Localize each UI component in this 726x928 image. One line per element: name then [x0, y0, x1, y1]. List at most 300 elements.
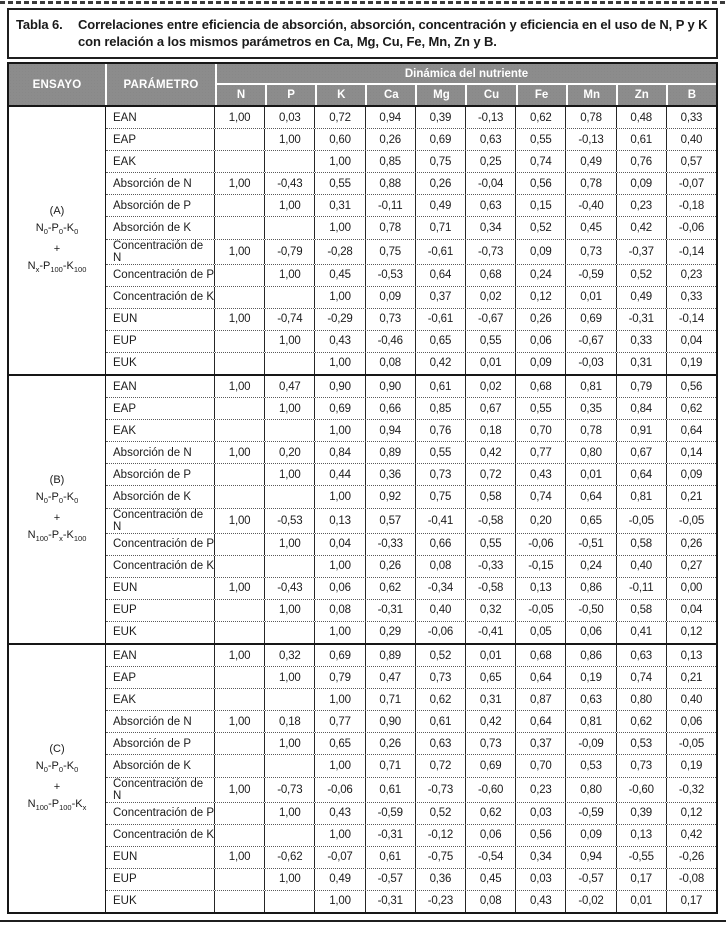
value-cell: 0,03 — [515, 869, 565, 890]
parameter-cell: Absorción de N — [113, 446, 192, 459]
value-cell: 0,63 — [565, 689, 615, 710]
value-cell: 0,24 — [515, 265, 565, 286]
value-cell: 0,94 — [365, 107, 415, 128]
value-cell: 0,39 — [616, 803, 666, 824]
group-formula-line: + — [53, 511, 61, 524]
value-cell: 0,72 — [465, 464, 515, 485]
value-cell: 0,19 — [666, 353, 716, 374]
value-cell: 0,09 — [515, 353, 565, 374]
value-cell: 0,79 — [314, 667, 364, 688]
group-formula-line: $N_0-P_0-K_0$ — [35, 760, 79, 775]
value-cell: 0,78 — [565, 107, 615, 128]
value-cell — [214, 622, 264, 643]
table-body — [9, 107, 716, 912]
table-row — [106, 599, 716, 621]
value-cell: -0,62 — [264, 847, 314, 868]
value-cell: 0,20 — [515, 509, 565, 533]
value-cell: 0,64 — [515, 667, 565, 688]
value-cell: -0,08 — [666, 869, 716, 890]
parameter-cell: EUN — [113, 313, 138, 326]
value-cell: 0,88 — [365, 173, 415, 194]
value-cell: 0,94 — [365, 420, 415, 441]
value-cell — [264, 556, 314, 577]
value-cell: 0,73 — [365, 309, 415, 330]
value-cell: 0,72 — [314, 107, 364, 128]
value-cell: -0,53 — [264, 509, 314, 533]
value-cell: 0,74 — [515, 486, 565, 507]
value-cell: 0,40 — [616, 556, 666, 577]
value-cell: 1,00 — [264, 733, 314, 754]
value-cell: 0,37 — [415, 287, 465, 308]
value-cell: 1,00 — [264, 600, 314, 621]
value-cell: 0,06 — [666, 711, 716, 732]
value-cell: 0,34 — [515, 847, 565, 868]
header-element-n: N — [236, 89, 246, 101]
value-cell: 0,66 — [415, 534, 465, 555]
value-cell: 0,21 — [666, 667, 716, 688]
value-cell: 0,75 — [415, 151, 465, 172]
value-cell: -0,07 — [666, 173, 716, 194]
value-cell: 0,26 — [365, 733, 415, 754]
value-cell: 0,64 — [415, 265, 465, 286]
value-cell: 0,64 — [616, 464, 666, 485]
table-row — [106, 107, 716, 128]
parameter-cell: Concentración de P — [113, 269, 215, 282]
value-cell: 0,18 — [264, 711, 314, 732]
value-cell: 0,06 — [515, 331, 565, 352]
value-cell: -0,40 — [565, 195, 615, 216]
value-cell: 0,32 — [264, 645, 314, 666]
value-cell: 0,42 — [415, 353, 465, 374]
table-row — [106, 824, 716, 846]
value-cell — [214, 129, 264, 150]
value-cell — [264, 486, 314, 507]
parameter-cell: Concentración de N — [113, 239, 204, 264]
value-cell: -0,43 — [264, 578, 314, 599]
value-cell: 0,01 — [565, 287, 615, 308]
value-cell: 0,81 — [616, 486, 666, 507]
value-cell: -0,51 — [565, 534, 615, 555]
value-cell: 0,13 — [616, 825, 666, 846]
value-cell: 0,69 — [314, 398, 364, 419]
value-cell: 0,78 — [565, 173, 615, 194]
parameter-cell: Absorción de K — [113, 222, 191, 235]
value-cell: 0,63 — [465, 195, 515, 216]
value-cell: 0,20 — [264, 442, 314, 463]
value-cell — [214, 420, 264, 441]
value-cell — [214, 755, 264, 776]
value-cell: 0,32 — [465, 600, 515, 621]
value-cell — [264, 151, 314, 172]
value-cell: 0,01 — [565, 464, 615, 485]
value-cell: 0,47 — [365, 667, 415, 688]
value-cell: -0,04 — [465, 173, 515, 194]
value-cell: 0,73 — [565, 240, 615, 264]
value-cell: 0,70 — [515, 755, 565, 776]
value-cell: 0,80 — [565, 442, 615, 463]
value-cell: -0,79 — [264, 240, 314, 264]
value-cell: 0,24 — [565, 556, 615, 577]
value-cell: 1,00 — [214, 778, 264, 802]
value-cell: 1,00 — [214, 107, 264, 128]
group-formula-line: (A) — [49, 205, 65, 218]
value-cell: 0,43 — [314, 803, 364, 824]
page-top-rule — [0, 1, 726, 4]
value-cell: 1,00 — [314, 486, 364, 507]
value-cell — [214, 667, 264, 688]
value-cell: -0,50 — [565, 600, 615, 621]
value-cell — [214, 733, 264, 754]
value-cell: 0,65 — [465, 667, 515, 688]
parameter-cell: Concentración de K — [113, 560, 215, 573]
value-cell: 1,00 — [314, 353, 364, 374]
ensayo-group — [9, 107, 716, 374]
value-cell: 0,03 — [515, 803, 565, 824]
value-cell: 0,58 — [616, 600, 666, 621]
value-cell: 0,48 — [616, 107, 666, 128]
value-cell: 0,26 — [415, 173, 465, 194]
value-cell: 0,74 — [616, 667, 666, 688]
value-cell: -0,33 — [365, 534, 415, 555]
parameter-cell: EUK — [113, 357, 137, 370]
value-cell: 1,00 — [264, 534, 314, 555]
header-element-fe: Fe — [516, 85, 566, 105]
value-cell: 0,47 — [264, 376, 314, 397]
table-row — [106, 128, 716, 150]
value-cell: 0,76 — [415, 420, 465, 441]
value-cell: 1,00 — [314, 825, 364, 846]
value-cell — [264, 287, 314, 308]
table-row — [106, 802, 716, 824]
value-cell: 0,90 — [365, 711, 415, 732]
value-cell: 0,08 — [415, 556, 465, 577]
value-cell: 0,42 — [465, 711, 515, 732]
value-cell: -0,31 — [365, 825, 415, 846]
ensayo-group — [9, 643, 716, 912]
value-cell — [214, 265, 264, 286]
value-cell: 0,23 — [666, 265, 716, 286]
value-cell: 0,12 — [666, 803, 716, 824]
parameter-cell: EAK — [113, 155, 137, 168]
header-element-cu: Cu — [465, 85, 515, 105]
table-row — [106, 376, 716, 397]
group-formula-line: + — [53, 242, 61, 255]
table-row — [106, 150, 716, 172]
value-cell: 0,74 — [515, 151, 565, 172]
parameter-cell: EUP — [113, 604, 137, 617]
group-rows — [106, 376, 716, 643]
value-cell: 0,56 — [515, 173, 565, 194]
value-cell: 0,01 — [465, 353, 515, 374]
table-row — [106, 777, 716, 802]
value-cell: -0,41 — [465, 622, 515, 643]
value-cell: 0,43 — [515, 464, 565, 485]
value-cell: 0,80 — [565, 778, 615, 802]
value-cell: 0,49 — [565, 151, 615, 172]
value-cell: -0,34 — [415, 578, 465, 599]
parameter-cell: Concentración de K — [113, 829, 215, 842]
value-cell: 0,61 — [365, 778, 415, 802]
group-rows — [106, 107, 716, 374]
value-cell: 0,02 — [465, 376, 515, 397]
header-element-b: B — [666, 85, 716, 105]
header-nutrient-block — [217, 64, 716, 105]
value-cell: 0,65 — [565, 509, 615, 533]
value-cell: 1,00 — [314, 217, 364, 238]
table-row — [106, 239, 716, 264]
value-cell: 0,58 — [616, 534, 666, 555]
value-cell: 0,67 — [465, 398, 515, 419]
value-cell: 0,45 — [465, 869, 515, 890]
value-cell: -0,59 — [365, 803, 415, 824]
header-element-row — [217, 85, 716, 105]
value-cell: 0,08 — [314, 600, 364, 621]
value-cell: 0,13 — [515, 578, 565, 599]
value-cell: 1,00 — [214, 240, 264, 264]
value-cell: 1,00 — [314, 151, 364, 172]
header-element-p: P — [265, 85, 315, 105]
value-cell: 0,39 — [415, 107, 465, 128]
value-cell: 0,90 — [314, 376, 364, 397]
value-cell: 0,52 — [616, 265, 666, 286]
header-parametro: PARÁMETRO — [107, 64, 217, 105]
value-cell: 0,69 — [565, 309, 615, 330]
table-row — [106, 754, 716, 776]
value-cell: 0,55 — [465, 331, 515, 352]
value-cell: 0,81 — [565, 711, 615, 732]
table-row — [106, 688, 716, 710]
value-cell: -0,60 — [465, 778, 515, 802]
value-cell — [214, 891, 264, 912]
value-cell: 0,40 — [666, 129, 716, 150]
value-cell: -0,06 — [515, 534, 565, 555]
group-formula-line: (C) — [49, 743, 65, 756]
value-cell: 0,01 — [465, 645, 515, 666]
value-cell: -0,43 — [264, 173, 314, 194]
group-formula-line: $N_{100}-P_x-K_{100}$ — [27, 528, 87, 543]
group-formula-line: $N_x-P_{100}-K_{100}$ — [27, 259, 87, 274]
value-cell: -0,13 — [465, 107, 515, 128]
value-cell: -0,46 — [365, 331, 415, 352]
value-cell — [214, 486, 264, 507]
value-cell: 0,55 — [515, 398, 565, 419]
value-cell: 0,49 — [314, 869, 364, 890]
value-cell: -0,05 — [666, 509, 716, 533]
header-ensayo: ENSAYO — [9, 64, 107, 105]
value-cell — [214, 151, 264, 172]
value-cell — [264, 689, 314, 710]
value-cell: 0,89 — [365, 645, 415, 666]
table-row — [106, 645, 716, 666]
value-cell: 0,44 — [314, 464, 364, 485]
value-cell: -0,06 — [415, 622, 465, 643]
value-cell: 1,00 — [264, 129, 314, 150]
value-cell: 0,04 — [314, 534, 364, 555]
value-cell: -0,41 — [415, 509, 465, 533]
value-cell: -0,05 — [515, 600, 565, 621]
value-cell — [264, 622, 314, 643]
parameter-cell: EUP — [113, 873, 137, 886]
value-cell: 0,69 — [465, 755, 515, 776]
value-cell: 1,00 — [214, 173, 264, 194]
value-cell: 0,65 — [314, 733, 364, 754]
value-cell: 0,56 — [666, 376, 716, 397]
value-cell: 1,00 — [264, 869, 314, 890]
value-cell: 0,73 — [616, 755, 666, 776]
value-cell: -0,59 — [565, 265, 615, 286]
table-row — [106, 621, 716, 643]
value-cell: 0,37 — [515, 733, 565, 754]
value-cell: 0,42 — [465, 442, 515, 463]
table-row — [106, 216, 716, 238]
table-row — [106, 463, 716, 485]
table-row — [106, 485, 716, 507]
value-cell: 0,06 — [565, 622, 615, 643]
value-cell: 1,00 — [214, 442, 264, 463]
value-cell: 0,31 — [314, 195, 364, 216]
value-cell — [214, 287, 264, 308]
value-cell: -0,31 — [365, 891, 415, 912]
value-cell — [264, 217, 314, 238]
table-row — [106, 264, 716, 286]
table-row — [106, 555, 716, 577]
value-cell — [214, 464, 264, 485]
value-cell: 1,00 — [264, 803, 314, 824]
value-cell: -0,67 — [565, 331, 615, 352]
value-cell: 0,12 — [515, 287, 565, 308]
value-cell: 0,49 — [616, 287, 666, 308]
value-cell: -0,31 — [616, 309, 666, 330]
table-row — [106, 577, 716, 599]
group-formula-line: $N_0-P_0-K_0$ — [35, 222, 79, 237]
value-cell: -0,60 — [616, 778, 666, 802]
group-label — [9, 376, 106, 643]
parameter-cell: EUN — [113, 851, 138, 864]
value-cell: 0,85 — [415, 398, 465, 419]
value-cell: 0,68 — [515, 376, 565, 397]
value-cell: 0,55 — [465, 534, 515, 555]
value-cell: 0,15 — [515, 195, 565, 216]
value-cell: 0,21 — [666, 486, 716, 507]
value-cell: 0,52 — [415, 645, 465, 666]
parameter-cell: EAK — [113, 693, 137, 706]
value-cell: 1,00 — [214, 645, 264, 666]
value-cell: 0,78 — [565, 420, 615, 441]
value-cell — [214, 869, 264, 890]
group-label — [9, 107, 106, 374]
value-cell: -0,61 — [415, 309, 465, 330]
value-cell: -0,11 — [365, 195, 415, 216]
value-cell: -0,57 — [565, 869, 615, 890]
value-cell: 0,23 — [616, 195, 666, 216]
value-cell: 0,13 — [314, 509, 364, 533]
value-cell: 0,77 — [515, 442, 565, 463]
value-cell: 0,81 — [565, 376, 615, 397]
value-cell: 0,17 — [666, 891, 716, 912]
value-cell — [214, 803, 264, 824]
value-cell: 0,31 — [616, 353, 666, 374]
group-formula-line: + — [53, 780, 61, 793]
value-cell: 0,04 — [666, 331, 716, 352]
value-cell: 0,86 — [565, 578, 615, 599]
table-row — [106, 172, 716, 194]
value-cell: 0,52 — [515, 217, 565, 238]
value-cell: 0,60 — [314, 129, 364, 150]
table-row — [106, 533, 716, 555]
value-cell: 0,65 — [415, 331, 465, 352]
parameter-cell: Absorción de P — [113, 199, 191, 212]
parameter-cell: EAP — [113, 671, 137, 684]
table-number-label: Tabla 6. — [16, 17, 63, 32]
value-cell: 0,03 — [264, 107, 314, 128]
value-cell: 0,25 — [465, 151, 515, 172]
value-cell — [264, 420, 314, 441]
value-cell: 0,69 — [314, 645, 364, 666]
value-cell: 0,76 — [616, 151, 666, 172]
value-cell: 0,55 — [515, 129, 565, 150]
value-cell: -0,67 — [465, 309, 515, 330]
value-cell: 0,09 — [365, 287, 415, 308]
value-cell: 0,42 — [666, 825, 716, 846]
value-cell: 0,33 — [666, 107, 716, 128]
header-element-zn: Zn — [616, 85, 666, 105]
table-header — [9, 64, 716, 107]
table-row — [106, 419, 716, 441]
parameter-cell: EUP — [113, 335, 137, 348]
table-row — [106, 441, 716, 463]
value-cell: -0,58 — [465, 509, 515, 533]
value-cell: 0,26 — [515, 309, 565, 330]
value-cell: 0,62 — [666, 398, 716, 419]
value-cell: 0,68 — [515, 645, 565, 666]
value-cell: 0,62 — [465, 803, 515, 824]
value-cell: -0,59 — [565, 803, 615, 824]
value-cell: -0,74 — [264, 309, 314, 330]
parameter-cell: EUK — [113, 626, 137, 639]
value-cell: 0,55 — [415, 442, 465, 463]
value-cell — [264, 891, 314, 912]
value-cell: 0,23 — [515, 778, 565, 802]
value-cell: -0,54 — [465, 847, 515, 868]
value-cell: 0,33 — [616, 331, 666, 352]
value-cell: 0,90 — [365, 376, 415, 397]
value-cell: 0,73 — [415, 464, 465, 485]
value-cell: 0,34 — [465, 217, 515, 238]
value-cell: 0,00 — [666, 578, 716, 599]
value-cell: 0,02 — [465, 287, 515, 308]
table-row — [106, 846, 716, 868]
parameter-cell: EAN — [113, 380, 137, 393]
parameter-cell: Absorción de P — [113, 468, 191, 481]
value-cell: -0,31 — [365, 600, 415, 621]
value-cell: 0,13 — [666, 645, 716, 666]
value-cell: -0,37 — [616, 240, 666, 264]
table-row — [106, 710, 716, 732]
value-cell: 1,00 — [264, 331, 314, 352]
page-bottom-rule — [0, 920, 726, 922]
value-cell: 0,78 — [365, 217, 415, 238]
value-cell — [264, 755, 314, 776]
value-cell: 0,19 — [666, 755, 716, 776]
value-cell: 0,64 — [666, 420, 716, 441]
value-cell: 0,87 — [515, 689, 565, 710]
value-cell: 0,35 — [565, 398, 615, 419]
value-cell: 0,27 — [666, 556, 716, 577]
value-cell: 0,19 — [565, 667, 615, 688]
value-cell: 1,00 — [314, 689, 364, 710]
value-cell: 0,26 — [365, 556, 415, 577]
value-cell — [214, 689, 264, 710]
